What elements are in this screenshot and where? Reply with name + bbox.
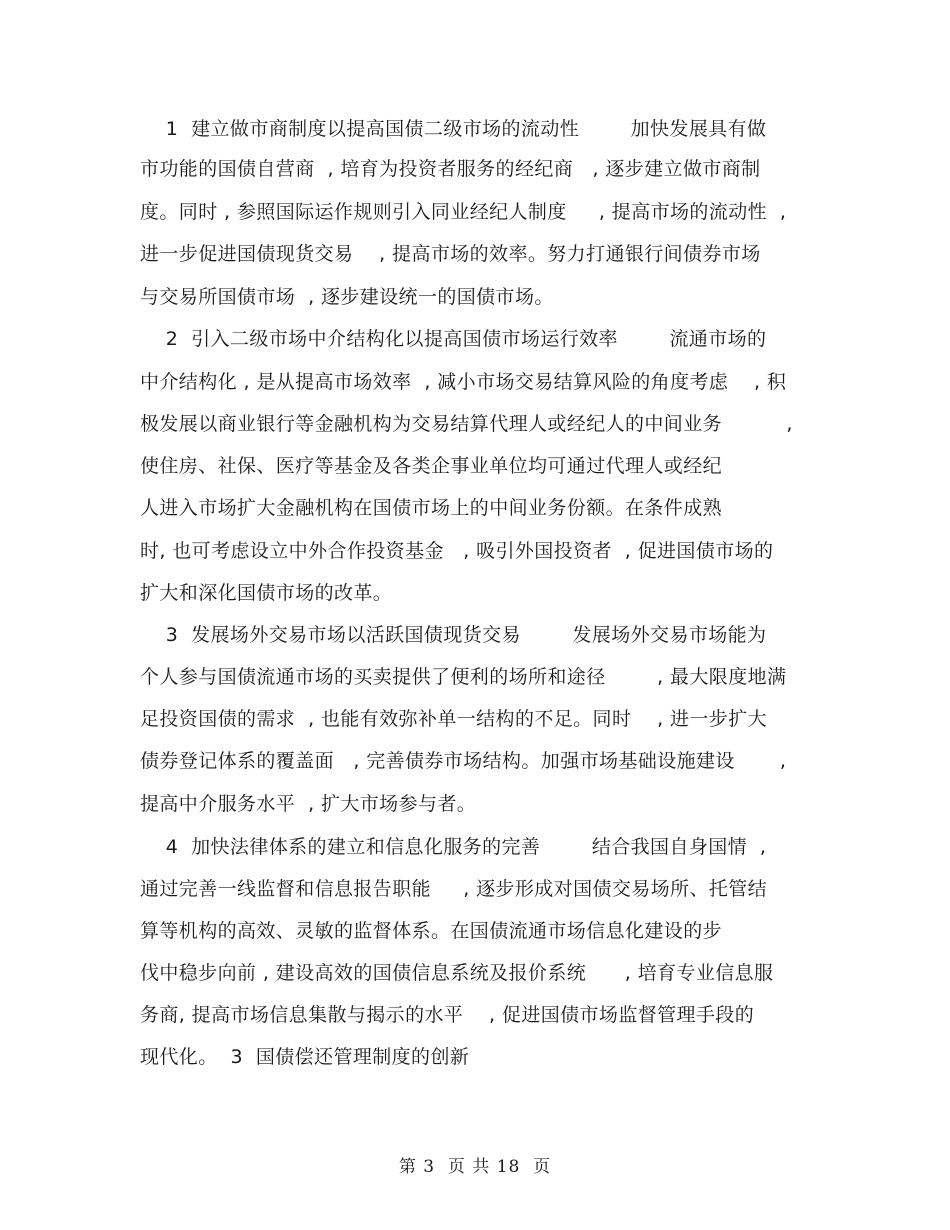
text-line: 1 建立做市商制度以提高国债二级市场的流动性 加快发展具有做 (140, 118, 767, 140)
text-line: 算等机构的高效、灵敏的监督体系。在国债流通市场信息化建设的步 (140, 920, 723, 942)
text-line: 使住房、社保、医疗等基金及各类企事业单位均可通过代理人或经纪 (140, 455, 723, 477)
text-line: 度。同时 , 参照国际运作规则引入同业经纪人制度 , 提高市场的流动性 , (140, 201, 787, 223)
text-line: 足投资国债的需求 , 也能有效弥补单一结构的不足。同时 , 进一步扩大 (140, 708, 767, 730)
text-line: 人进入市场扩大金融机构在国债市场上的中间业务份额。在条件成熟 (140, 497, 723, 519)
text-line: 极发展以商业银行等金融机构为交易结算代理人或经纪人的中间业务 , (140, 413, 793, 435)
text-line: 进一步促进国债现货交易 , 提高市场的效率。努力打通银行间债券市场 (140, 243, 761, 265)
text-line: 个人参与国债流通市场的买卖提供了便利的场所和途径 , 最大限度地满 (140, 666, 787, 688)
text-line: 扩大和深化国债市场的改革。 (140, 582, 393, 604)
text-line: 中介结构化 , 是从提高市场效率 , 减小市场交易结算风险的角度考虑 , 积 (140, 371, 787, 393)
text-line: 伐中稳步向前 , 建设高效的国债信息系统及报价系统 , 培育专业信息服 (140, 962, 774, 984)
text-line: 4 加快法律体系的建立和信息化服务的完善 结合我国自身国情 , (140, 836, 767, 858)
text-line: 时, 也可考虑设立中外合作投资基金 , 吸引外国投资者 , 促进国债市场的 (140, 540, 774, 562)
text-line: 3 发展场外交易市场以活跃国债现货交易 发展场外交易市场能为 (140, 624, 767, 646)
text-line: 市功能的国债自营商 , 培育为投资者服务的经纪商 , 逐步建立做市商制 (140, 158, 761, 180)
text-line: 通过完善一线监督和信息报告职能 , 逐步形成对国债交易场所、托管结 (140, 878, 768, 900)
page-number-footer: 第 3 页 共 18 页 (398, 1157, 552, 1177)
text-line: 提高中介服务水平 , 扩大市场参与者。 (140, 793, 477, 815)
text-line: 2 引入二级市场中介结构化以提高国债市场运行效率 流通市场的 (140, 328, 767, 350)
text-line: 现代化。 3 国债偿还管理制度的创新 (140, 1046, 470, 1068)
text-line: 与交易所国债市场 , 逐步建设统一的国债市场。 (140, 286, 554, 308)
text-line: 务商, 提高市场信息集散与揭示的水平 , 促进国债市场监督管理手段的 (140, 1004, 755, 1026)
text-line: 债券登记体系的覆盖面 , 完善债券市场结构。加强市场基础设施建设 , (140, 750, 787, 772)
